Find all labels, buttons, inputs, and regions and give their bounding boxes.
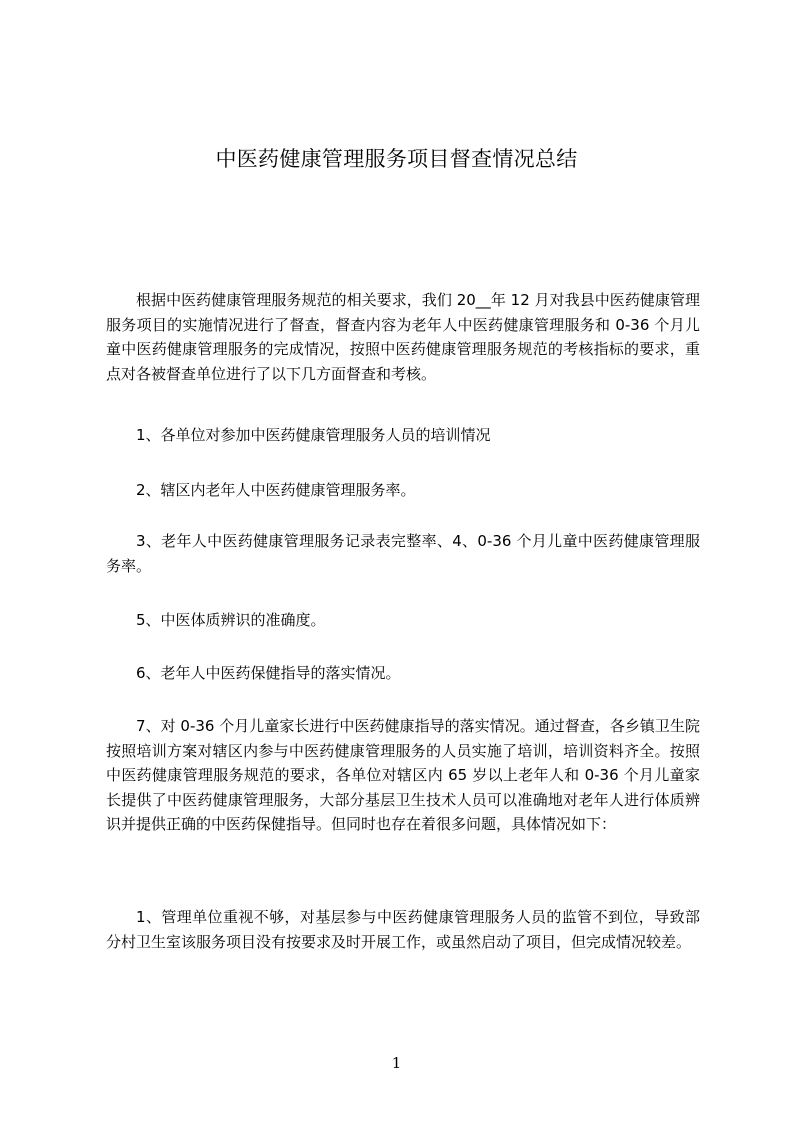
- paragraph-intro: 根据中医药健康管理服务规范的相关要求，我们 20__年 12 月对我县中医药健康管理服务项目的实施情况进行了督查，督查内容为老年人中医药健康管理服务和 0-36 个月儿童中医药健康管理服务的完成情况，按照中医药健康管理服务规范的考核指标的要求，重点对各被督查单位进行了以下几方面督查和考核。: [106, 291, 700, 383]
- paragraph-item-5: 5、中医体质辨识的准确度。: [136, 611, 326, 629]
- paragraph-item-3-4: 3、老年人中医药健康管理服务记录表完整率、4、0-36 个月儿童中医药健康管理服务率。: [106, 532, 700, 575]
- paragraph-item-7: 7、对 0-36 个月儿童家长进行中医药健康指导的落实情况。通过督查，各乡镇卫生院按照培训方案对辖区内参与中医药健康管理服务的人员实施了培训，培训资料齐全。按照中医药健康管理服务规范的要求，各单位对辖区内 65 岁以上老年人和 0-36 个月儿童家长提供了中医药健康管理服务，大部分基层卫生技术人员可以准确地对老年人进行体质辨识并提供正确的中医药保健指导。但同时也存在着很多问题，具体情况如下：: [106, 717, 700, 834]
- document-title: 中医药健康管理服务项目督查情况总结: [215, 147, 578, 171]
- paragraph-item-2: 2、辖区内老年人中医药健康管理服务率。: [136, 481, 416, 499]
- paragraph-problem-1: 1、管理单位重视不够，对基层参与中医药健康管理服务人员的监管不到位，导致部分村卫生室该服务项目没有按要求及时开展工作，或虽然启动了项目，但完成情况较差。: [106, 908, 700, 951]
- paragraph-item-6: 6、老年人中医药保健指导的落实情况。: [136, 664, 401, 682]
- paragraph-item-1: 1、各单位对参加中医药健康管理服务人员的培训情况: [136, 426, 491, 444]
- page-number: 1: [391, 1054, 402, 1072]
